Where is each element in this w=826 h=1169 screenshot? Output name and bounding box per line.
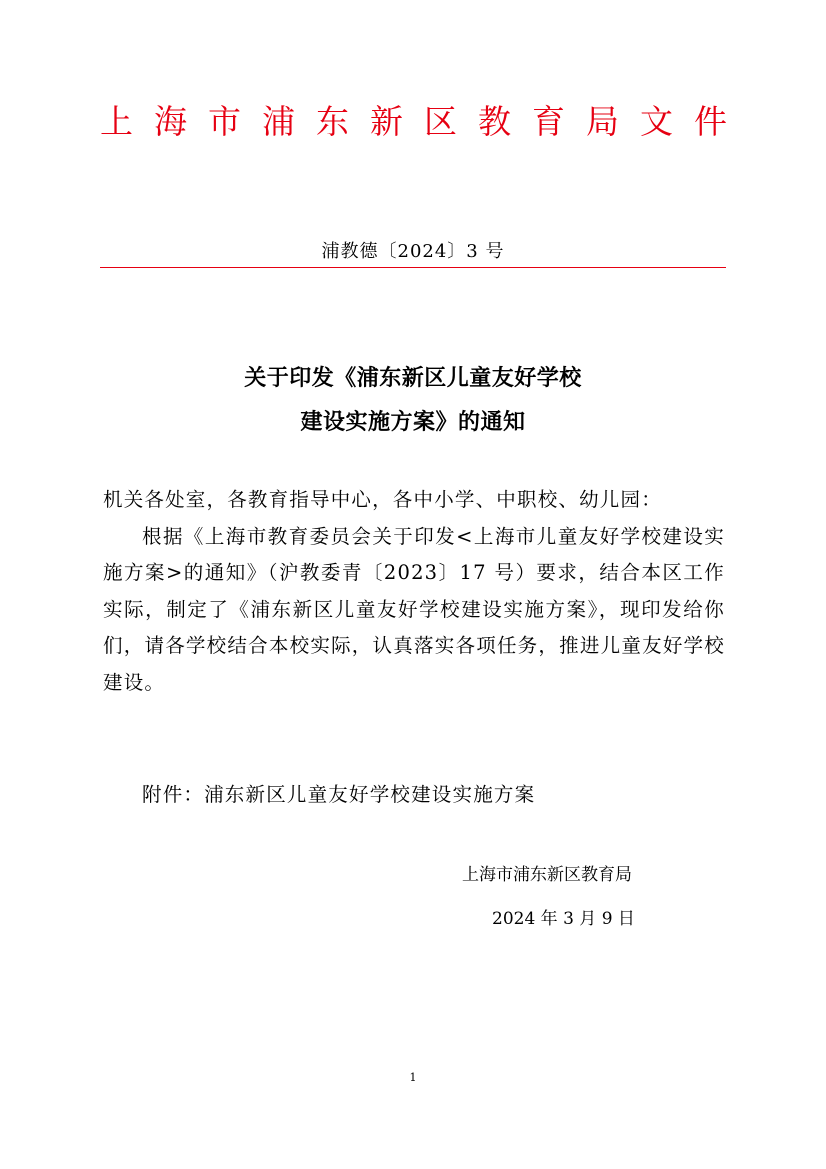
page-number: 1 (409, 1071, 417, 1084)
attachment-line: 附件：浦东新区儿童友好学校建设实施方案 (142, 783, 536, 806)
main-paragraph: 根据《上海市教育委员会关于印发<上海市儿童友好学校建设实施方案>的通知》（沪教委青〔2023〕17 号）要求，结合本区工作实际，制定了《浦东新区儿童友好学校建设实施方案》，现印发给你们，请各学校结合本校实际，认真落实各项任务，推进儿童友好学校建设。 (103, 524, 725, 694)
notice-title-line-2: 建设实施方案》的通知 (300, 409, 526, 435)
issue-date: 2024 年 3 月 9 日 (492, 909, 635, 929)
issuer-signature: 上海市浦东新区教育局 (462, 865, 632, 885)
document-number: 浦教德〔2024〕3 号 (321, 241, 505, 262)
salutation: 机关各处室，各教育指导中心，各中小学、中职校、幼儿园： (103, 488, 662, 511)
notice-title-line-1: 关于印发《浦东新区儿童友好学校 (244, 365, 582, 391)
masthead-divider-line (100, 267, 726, 268)
notice-body (103, 482, 725, 701)
document-masthead: 上海市浦东新区教育局文件 (100, 102, 748, 141)
notice-title (100, 356, 726, 444)
